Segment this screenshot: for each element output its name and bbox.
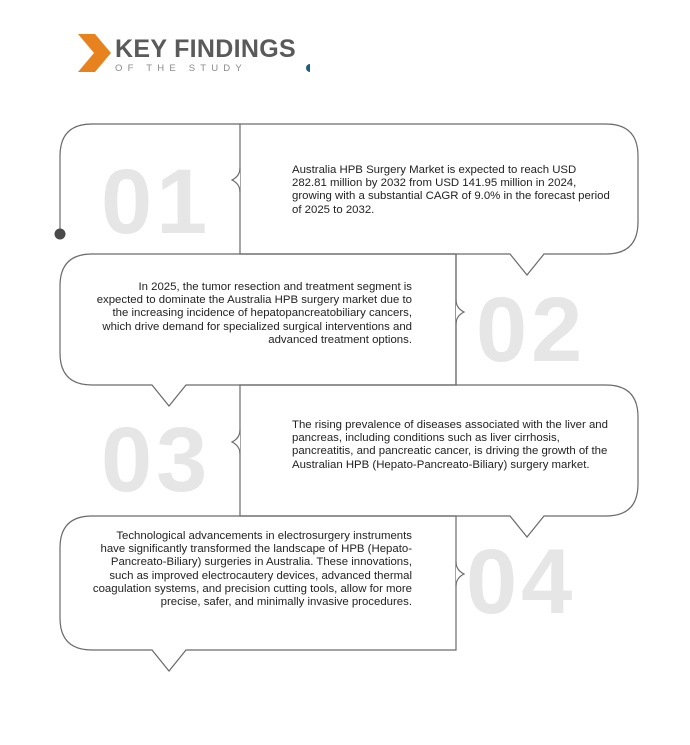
- page-title: KEY FINDINGS: [115, 35, 296, 63]
- finding-text-1: Australia HPB Surgery Market is expected to reach USD 282.81 million by 2032 from USD 141.95 million in 2024, growing with a substantial CAGR of 9.0% in the forecast period of 2025 to 2032.: [292, 164, 610, 216]
- finding-number-3: 03: [101, 409, 212, 511]
- finding-number-2: 02: [476, 279, 587, 381]
- start-dot: [55, 229, 66, 240]
- wave-notch-3: [232, 430, 240, 454]
- page-subtitle: OF THE STUDY: [115, 63, 247, 74]
- finding-text-4: Technological advancements in electrosurgery instruments have significantly transformed the landscape of HPB (Hepato-Pancreato-Biliary) surgeries in Australia. These innovations, such as improved electrocautery devices, advanced thermal coagulation systems, and precision cutting tools, allow for more precise, safer, and minimally invasive procedures.: [92, 530, 412, 609]
- finding-number-4: 04: [466, 531, 577, 633]
- finding-number-1: 01: [101, 151, 212, 253]
- wave-notch-2: [456, 300, 464, 324]
- finding-text-2: In 2025, the tumor resection and treatment segment is expected to dominate the Australia HPB surgery market due to the increasing incidence of hepatopancreatobiliary cancers, which drive demand for specialized surgical interventions and advanced treatment options.: [96, 281, 412, 346]
- wave-notch-4: [456, 562, 464, 586]
- wave-notch-1: [232, 168, 240, 192]
- finding-text-3: The rising prevalence of diseases associated with the liver and pancreas, including conditions such as liver cirrhosis, pancreatitis, and pancreatic cancer, is driving the growth of the Australian HPB (Hepato-Pancreato-Biliary) surgery market.: [292, 419, 608, 471]
